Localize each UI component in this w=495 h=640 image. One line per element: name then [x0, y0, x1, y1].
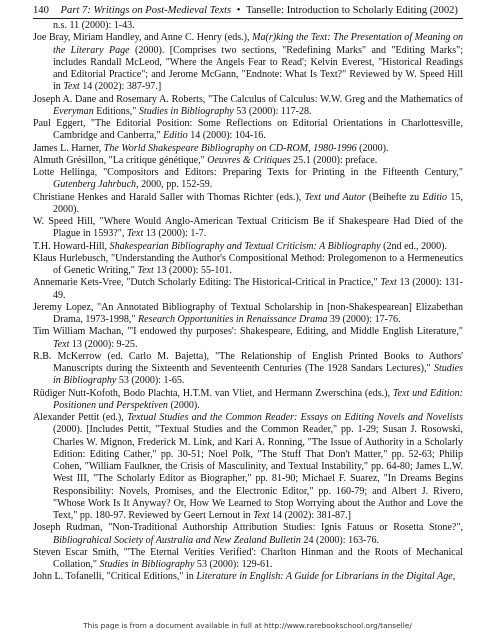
bibliography-entry — [33, 388, 463, 413]
entry-title-italic: Text — [126, 228, 144, 240]
entry-title-italic: Studies in Bibliography — [53, 363, 463, 387]
entry-text: Klaus Hurlebusch, "Understanding the Author's Compositional Method: Prolegomenon to a Hermeneutics of Genetic Writing," — [33, 252, 463, 276]
bibliography-entry — [33, 412, 463, 522]
entry-text: Lotte Hellinga, "Compositors and Editors: Preparing Texts for Printing in the Fifteenth Century," — [33, 167, 463, 178]
bibliography-entry — [33, 143, 463, 155]
entry-text: 24 (2000): 163-76. — [300, 534, 380, 546]
bibliography-entry — [33, 118, 463, 143]
entry-text: 14 (2002): 387-97.] — [79, 81, 162, 93]
bibliography-entry — [33, 32, 463, 93]
entry-text: , — [452, 571, 456, 583]
entry-text: Jeremy Lopez, "An Annotated Bibliography of Textual Scholarship in [non-Shakespearean] Elizabethan Drama, 1973-1998," — [33, 301, 463, 325]
entry-text: W. Speed Hill, "Where Would Anglo-American Textual Criticism Be if Shakespeare Had Died of the Plague in 1593?", — [33, 216, 463, 240]
entry-text: John L. Tofanelli, "Critical Editions," in — [33, 571, 197, 583]
entry-title-italic: Ma(r)king the Text: The Presentation of Meaning on the Literary Page — [53, 32, 464, 56]
entry-title-italic: The World Shakespeare Bibliography on CD-ROM, 1980-1996 — [103, 142, 357, 154]
entry-text: 53 (2000): 117-28. — [233, 105, 312, 117]
entry-text: 14 (2002): 381-87.] — [269, 510, 351, 521]
entry-text: (2000). [Includes Pettit, "Textual Studies and the Common Reader," pp. 1-29; Susan J. Rosowski, Charles W. Mignon, Frederick M. Link, and Kari A. Ronning, "The Issue of Authority in a Scholarly Edition: Editing Cather," pp. 30-51; Noel Polk, "The Stuff That Don't Matter," pp. 52-63; Philip Cohen, "William Faulkner, the Crisis of Masculinity, and Textual Instability," pp. 64-80; James L.W. West III, "The Scholarly Editor as Biographer," pp. 81-90; Michael F. Suarez, "In Dreams Begins Responsibility: Novels, Promises, and the Electronic Editor," pp. 160-79; and Albert J. Rivero, "Whose Work Is It Anyway? Or, How We Learned to Stop Worrying about the Author and Love the Text," pp. 180-97. Reviewed by Geert Lernout in — [53, 424, 463, 521]
entry-text: Joseph Rudman, "Non-Traditional Authorship Attribution Studies: Ignis Fatuus or Rosetta Stone?", — [33, 522, 463, 534]
entry-title-italic: Research Opportunities in Renaissance Drama — [138, 314, 328, 325]
entry-text: , 2000, pp. 152-59. — [136, 179, 213, 191]
bibliography-entry — [33, 351, 463, 388]
entry-text: Steven Escar Smith, "'The Eternal Verities Verified': Charlton Hinman and the Roots of Mechanical Collation," — [33, 546, 463, 570]
entry-title-italic: Text — [137, 265, 154, 276]
entry-text: Paul Eggert, "The Editorial Position: Some Reflections on Editorial Orientations in Charlottesville, Cambridge and Canberra," — [33, 118, 463, 142]
source-footer: This page is from a document available in full at http://www.rarebookschool.org/tanselle/ — [83, 621, 412, 630]
entry-text: Rüdiger Nutt-Kofoth, Bodo Plachta, H.T.M. van Vliet, and Hermann Zwerschina (eds.), — [33, 387, 393, 399]
entry-text: 14 (2000): 104-16. — [187, 130, 266, 142]
entry-title-italic: Text und Autor — [304, 191, 366, 203]
entry-title-italic: Textual Studies and the Common Reader: Essays on Editing Novels and Novelists — [126, 412, 463, 423]
header-rule — [33, 18, 463, 19]
bibliography-list — [33, 20, 463, 584]
entry-text: Tim William Machan, "'I endowed thy purposes': Shakespeare, Editing, and Middle English Literature," — [33, 326, 463, 338]
entry-title-italic: Text — [380, 277, 397, 289]
entry-text: 53 (2000): 1-65. — [116, 375, 185, 387]
bibliography-entry — [33, 94, 463, 119]
entry-title-italic: Studies in Bibliography — [99, 559, 195, 570]
entry-text: R.B. McKerrow (ed. Carlo M. Bajetta), "The Relationship of English Printed Books to Authors' Manuscripts during the Sixteenth and Seventeenth Centuries (The 1928 Sandars Lectures)," — [33, 350, 463, 374]
entry-text: 13 (2000): 1-7. — [143, 228, 207, 240]
entry-text: T.H. Howard-Hill, — [33, 240, 110, 252]
entry-text: 39 (2000): 17-76. — [327, 314, 401, 325]
bibliography-entry — [33, 192, 463, 217]
bibliography-entry — [33, 216, 463, 241]
entry-text: Christiane Henkes and Harald Saller with Thomas Richter (eds.), — [33, 191, 305, 203]
bibliography-entry — [33, 547, 463, 572]
entry-text: Joe Bray, Miriam Handley, and Anne C. Henry (eds.), — [33, 32, 253, 44]
entry-text: (2000). [Comprises two sections, "Redefining Marks" and "Editing Marks"; includes Randall McLeod, "Where the Angels Fear to Read'; Kelvin Everest, "Historical Readings and Editorial Practice"; and Jerome McGann, "Endnote: What Is Text?" Reviewed by W. Speed Hill in — [53, 44, 463, 93]
entry-title-italic: Gutenberg Jahrbuch — [53, 179, 137, 191]
entry-text: (2000). — [167, 399, 200, 411]
entry-text: Alexander Pettit (ed.), — [33, 412, 127, 423]
entry-title-italic: Bibliograhical Society of Australia and New Zealand Bulletin — [53, 534, 301, 546]
bibliography-entry — [33, 20, 463, 32]
entry-title-italic: Everyman — [53, 105, 94, 117]
entry-text: 15, 2000). — [53, 191, 463, 215]
bibliography-entry — [33, 571, 463, 583]
entry-title-italic: Editio — [163, 130, 188, 142]
bibliography-entry — [33, 522, 463, 547]
entry-text: (2nd ed., 2000). — [380, 240, 448, 252]
entry-text: James L. Harner, — [33, 142, 104, 154]
entry-title-italic: Studies in Bibliography — [138, 105, 234, 117]
entry-title-italic: Text und Edition: Positionen und Perspektiven — [53, 387, 463, 411]
entry-title-italic: Editio — [422, 191, 448, 203]
running-header — [33, 4, 465, 17]
entry-text: Joseph A. Dane and Rosemary A. Roberts, "The Calculus of Calculus: W.W. Greg and the Mathematics of — [33, 93, 463, 105]
entry-text: Almuth Grésillon, "La critique génétique," — [33, 154, 208, 166]
header-separator: • — [236, 5, 241, 16]
running-subtitle: Tanselle: Introduction to Scholarly Editing (2002) — [245, 5, 458, 16]
bibliography-entry — [33, 167, 463, 192]
entry-text: 13 (2000): 131-49. — [53, 277, 464, 301]
entry-text: 13 (2000): 9-25. — [69, 338, 138, 350]
bibliography-entry — [33, 241, 463, 253]
entry-text: (Beihefte zu — [365, 191, 423, 203]
bibliography-entry — [33, 302, 463, 327]
bibliography-entry — [33, 277, 463, 302]
page-number: 140 — [33, 5, 49, 16]
entry-title-italic: Shakespearian Bibliography and Textual Criticism: A Bibliography — [109, 240, 381, 252]
entry-text: n.s. 11 (2000): 1-43. — [53, 20, 135, 31]
entry-title-italic: Literature in English: A Guide for Librarians in the Digital Age — [196, 571, 453, 583]
bibliography-entry — [33, 155, 463, 167]
entry-text: 13 (2000): 55-101. — [153, 265, 232, 276]
entry-text: (2000). — [356, 142, 389, 154]
entry-text: 25.1 (2000): preface. — [290, 154, 378, 166]
bibliography-entry — [33, 326, 463, 351]
entry-title-italic: Text — [63, 81, 80, 93]
entry-title-italic: Text — [53, 338, 70, 350]
entry-title-italic: Text — [253, 510, 270, 521]
entry-text: Editions," — [93, 105, 139, 117]
entry-text: Annemarie Kets-Vree, "Dutch Scholarly Editing: The Historical-Critical in Practice," — [33, 277, 381, 289]
running-title: Part 7: Writings on Post-Medieval Texts — [60, 5, 232, 16]
entry-title-italic: Oeuvres & Critiques — [207, 154, 291, 166]
entry-text: 53 (2000): 129-61. — [194, 559, 273, 570]
bibliography-entry — [33, 253, 463, 278]
